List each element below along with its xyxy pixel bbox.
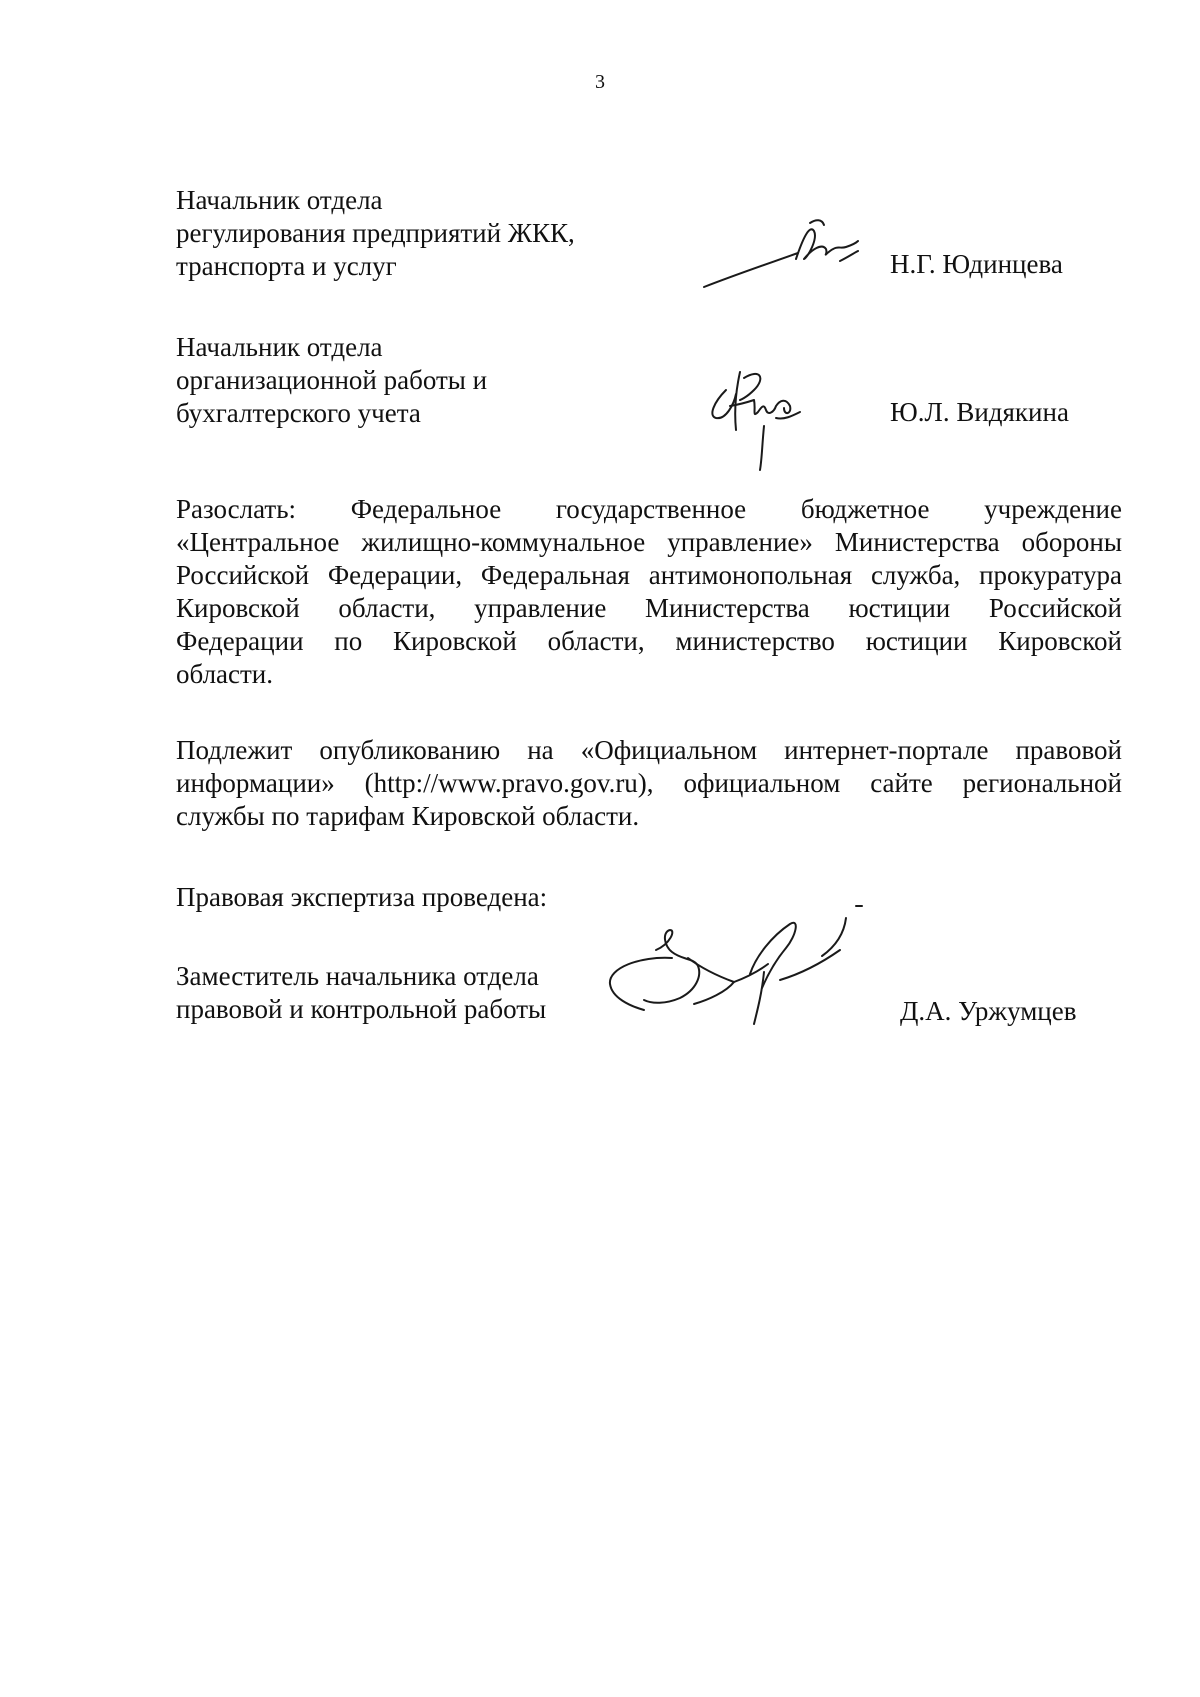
legal-review-heading: Правовая экспертиза проведена: [176, 882, 548, 912]
signatory-1-title-line: Начальник отдела [176, 185, 383, 215]
legal-review-title [176, 960, 546, 1026]
signatory-2-title [176, 331, 487, 430]
distribution-paragraph [176, 493, 1122, 691]
publication-line: информации» (http://www.pravo.gov.ru), официальном сайте региональной [176, 768, 1122, 798]
signatory-1-name: Н.Г. Юдинцева [890, 249, 1063, 279]
publication-line: службы по тарифам Кировской области. [176, 801, 640, 831]
signatory-2-title-line: бухгалтерского учета [176, 398, 421, 428]
signatory-1-title-line: транспорта и услуг [176, 251, 397, 281]
distribution-line: Разослать: Федеральное государственное бюджетное учреждение [176, 494, 1122, 524]
legal-review-title-line: Заместитель начальника отдела [176, 961, 539, 991]
legal-review-title-line: правовой и контрольной работы [176, 994, 547, 1024]
distribution-line: Российской Федерации, Федеральная антимонопольная служба, прокуратура [176, 560, 1122, 590]
signatory-2-name: Ю.Л. Видякина [890, 397, 1069, 427]
signatory-2-title-line: организационной работы и [176, 365, 488, 395]
publication-paragraph [176, 734, 1122, 833]
distribution-line: «Центральное жилищно-коммунальное управление» Министерства обороны [176, 527, 1122, 557]
legal-review-name: Д.А. Уржумцев [900, 996, 1077, 1026]
signature-2-image [700, 360, 820, 480]
distribution-line: области. [176, 659, 274, 689]
distribution-line: Кировской области, управление Министерства юстиции Российской [176, 593, 1122, 623]
signature-1-image [700, 215, 870, 295]
distribution-line: Федерации по Кировской области, министерство юстиции Кировской [176, 626, 1122, 656]
page-number: 3 [595, 71, 605, 93]
signatory-1-title [176, 184, 575, 283]
signatory-1-title-line: регулирования предприятий ЖКК, [176, 218, 575, 248]
publication-line: Подлежит опубликованию на «Официальном интернет-портале правовой [176, 735, 1122, 765]
signatory-2-title-line: Начальник отдела [176, 332, 383, 362]
signature-3-image [600, 900, 870, 1030]
